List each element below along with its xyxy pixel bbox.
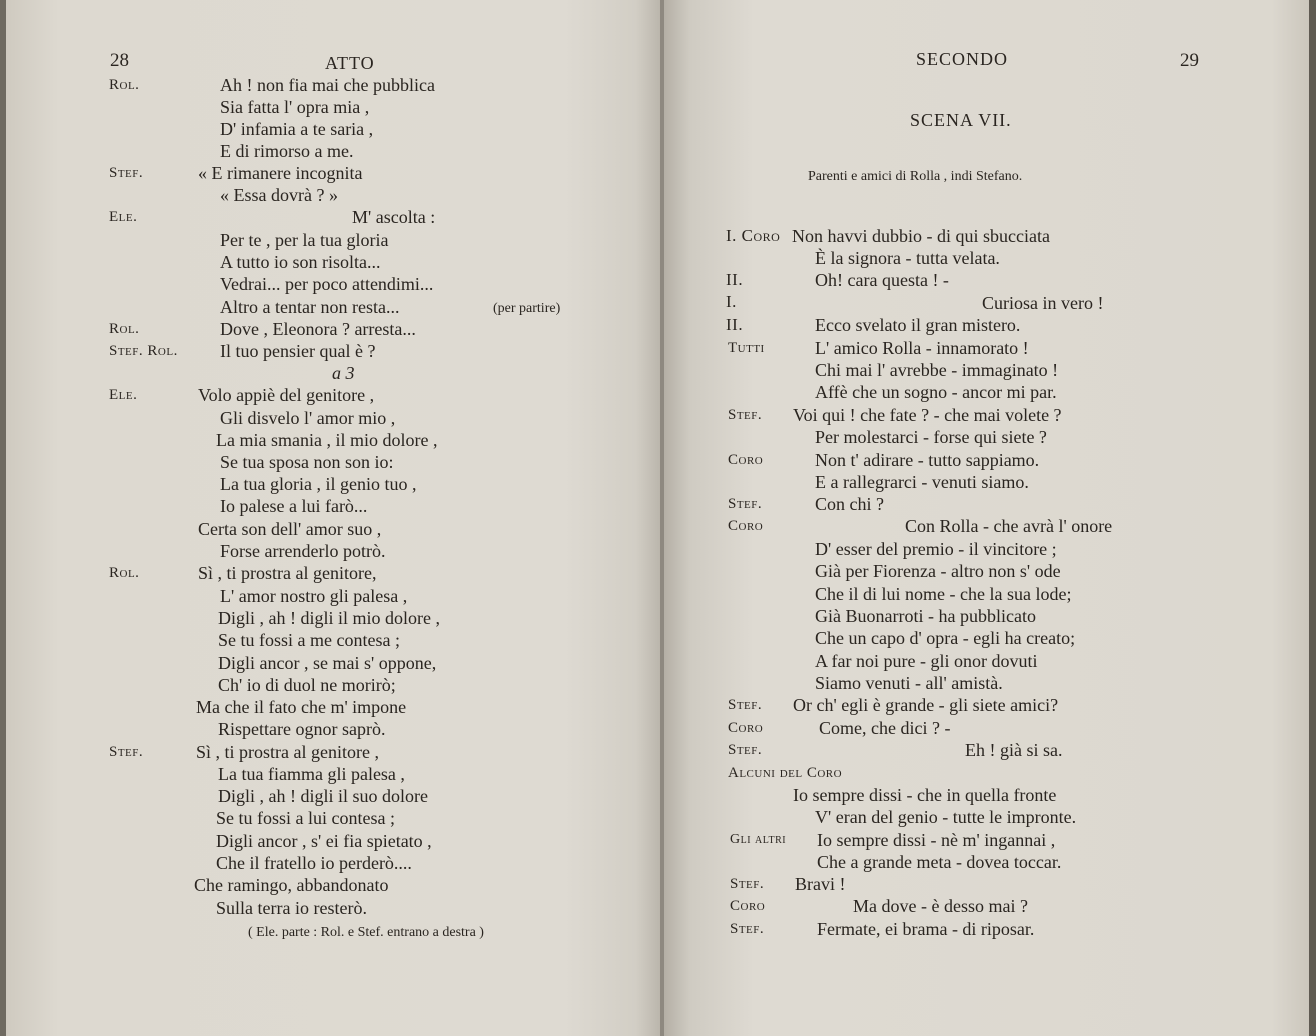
speaker-label: Ele.	[109, 209, 138, 225]
verse-line: E a rallegrarci - venuti siamo.	[815, 472, 1029, 492]
verse-line: Se tu fossi a lui contesa ;	[216, 808, 395, 828]
speaker-label: Stef.	[728, 697, 763, 713]
verse-line: Forse arrenderlo potrò.	[220, 541, 386, 561]
verse-line: Fermate, ei brama - di riposar.	[817, 919, 1035, 939]
verse-line: Ecco svelato il gran mistero.	[815, 315, 1021, 335]
verse-line: A tutto io son risolta...	[220, 252, 381, 272]
verse-line: Digli ancor , se mai s' oppone,	[218, 653, 437, 673]
verse-line: L' amor nostro gli palesa ,	[220, 586, 408, 606]
speaker-label: I. Coro	[726, 226, 781, 245]
verse-line: Chi mai l' avrebbe - immaginato !	[815, 360, 1059, 380]
verse-line: Voi qui ! che fate ? - che mai volete ?	[793, 405, 1062, 425]
verse-line: Che il fratello io perderò....	[216, 853, 412, 873]
speaker-label: Stef.	[728, 496, 763, 512]
verse-line: Certa son dell' amor suo ,	[198, 519, 382, 539]
book-edge-right	[1309, 0, 1316, 1036]
verse-line: Ma che il fato che m' impone	[196, 697, 407, 717]
verse-line: E di rimorso a me.	[220, 141, 354, 161]
speaker-label: Stef.	[109, 165, 144, 181]
verse-line: Con Rolla - che avrà l' onore	[905, 516, 1113, 536]
verse-line: A far noi pure - gli onor dovuti	[815, 651, 1038, 671]
verse-line: Per te , per la tua gloria	[220, 230, 389, 250]
verse-line: Or ch' egli è grande - gli siete amici?	[793, 695, 1059, 715]
verse-line: Eh ! già si sa.	[965, 740, 1063, 760]
verse-line: Oh! cara questa ! -	[815, 270, 949, 290]
verse-line: Già per Fiorenza - altro non s' ode	[815, 561, 1061, 581]
speaker-label: Coro	[728, 518, 764, 534]
speaker-label: Coro	[728, 452, 764, 468]
speaker-label: Stef.	[730, 921, 765, 937]
verse-line: Gli disvelo l' amor mio ,	[220, 408, 396, 428]
speaker-label: Alcuni del Coro	[728, 765, 843, 781]
verse-line: Il tuo pensier qual è ?	[220, 341, 376, 361]
speaker-label: Stef.	[109, 744, 144, 760]
verse-line: Affè che un sogno - ancor mi par.	[815, 382, 1057, 402]
verse-line: D' infamia a te saria ,	[220, 119, 374, 139]
verse-line: Vedrai... per poco attendimi...	[220, 274, 434, 294]
speaker-label: Tutti	[728, 340, 765, 356]
verse-line: M' ascolta :	[352, 207, 436, 227]
verse-line: Ma dove - è desso mai ?	[853, 896, 1028, 916]
verse-line: Che ramingo, abbandonato	[194, 875, 389, 895]
speaker-label: II.	[726, 270, 744, 289]
aside-direction: (per partire)	[493, 301, 561, 316]
verse-line: Ah ! non fia mai che pubblica	[220, 75, 435, 95]
verse-line: Non havvi dubbio - di qui sbucciata	[792, 226, 1050, 246]
page-number-left: 28	[110, 50, 129, 71]
verse-line: È la signora - tutta velata.	[815, 248, 1000, 268]
verse-line: « E rimanere incognita	[198, 163, 363, 183]
running-head-left: ATTO	[325, 53, 375, 73]
scene-title: SCENA VII.	[910, 110, 1012, 130]
scene-description: Parenti e amici di Rolla , indi Stefano.	[808, 169, 1023, 184]
speaker-label: II.	[726, 315, 744, 334]
verse-line: Per molestarci - forse qui siete ?	[815, 427, 1047, 447]
verse-line: V' eran del genio - tutte le impronte.	[815, 807, 1077, 827]
verse-line: Non t' adirare - tutto sappiamo.	[815, 450, 1040, 470]
page-number-right: 29	[1180, 50, 1199, 71]
verse-line: Sì , ti prostra al genitore,	[198, 563, 377, 583]
verse-line: Sì , ti prostra al genitore ,	[196, 742, 379, 762]
verse-line: Che il di lui nome - che la sua lode;	[815, 584, 1072, 604]
running-head-right: SECONDO	[916, 49, 1009, 69]
verse-line: Già Buonarroti - ha pubblicato	[815, 606, 1036, 626]
speaker-label: Rol.	[109, 77, 140, 93]
verse-line: Rispettare ognor saprò.	[218, 719, 386, 739]
verse-line: Digli , ah ! digli il mio dolore ,	[218, 608, 440, 628]
verse-line: Dove , Eleonora ? arresta...	[220, 319, 416, 339]
verse-line: Io palese a lui farò...	[220, 496, 368, 516]
speaker-label: Stef.	[730, 876, 765, 892]
verse-line: Volo appiè del genitore ,	[198, 385, 375, 405]
speaker-label: Stef.	[728, 742, 763, 758]
verse-line: Che un capo d' opra - egli ha creato;	[815, 628, 1076, 648]
verse-line: La tua gloria , il genio tuo ,	[220, 474, 417, 494]
verse-line: Con chi ?	[815, 494, 884, 514]
verse-line: Sia fatta l' opra mia ,	[220, 97, 370, 117]
verse-line: D' esser del premio - il vincitore ;	[815, 539, 1057, 559]
speaker-label: Ele.	[109, 387, 138, 403]
verse-line: Altro a tentar non resta...	[220, 297, 400, 317]
verse-line: Che a grande meta - dovea toccar.	[817, 852, 1062, 872]
verse-line: Io sempre dissi - nè m' ingannai ,	[817, 830, 1056, 850]
verse-line: Digli , ah ! digli il suo dolore	[218, 786, 428, 806]
speaker-label: I.	[726, 292, 737, 311]
speaker-label: Stef. Rol.	[109, 343, 178, 359]
stage-direction: ( Ele. parte : Rol. e Stef. entrano a destra )	[248, 925, 484, 940]
verse-line: La tua fiamma gli palesa ,	[218, 764, 405, 784]
verse-line: La mia smania , il mio dolore ,	[216, 430, 438, 450]
speaker-label: Coro	[730, 898, 766, 914]
speaker-label: Rol.	[109, 321, 140, 337]
speaker-label: Stef.	[728, 407, 763, 423]
verse-line: Siamo venuti - all' amistà.	[815, 673, 1003, 693]
verse-line: Bravi !	[795, 874, 846, 894]
verse-line: Digli ancor , s' ei fia spietato ,	[216, 831, 432, 851]
verse-line: Ch' io di duol ne morirò;	[218, 675, 396, 695]
verse-line: L' amico Rolla - innamorato !	[815, 338, 1029, 358]
verse-line: Curiosa in vero !	[982, 293, 1104, 313]
ensemble-marker: a 3	[332, 363, 355, 383]
verse-line: Come, che dici ? -	[819, 718, 951, 738]
speaker-label: Rol.	[109, 565, 140, 581]
verse-line: « Essa dovrà ? »	[220, 185, 338, 205]
verse-line: Sulla terra io resterò.	[216, 898, 367, 918]
verse-line: Se tua sposa non son io:	[220, 452, 394, 472]
verse-line: Io sempre dissi - che in quella fronte	[793, 785, 1057, 805]
speaker-label: Gli altri	[730, 832, 787, 847]
verse-line: Se tu fossi a me contesa ;	[218, 630, 400, 650]
speaker-label: Coro	[728, 720, 764, 736]
